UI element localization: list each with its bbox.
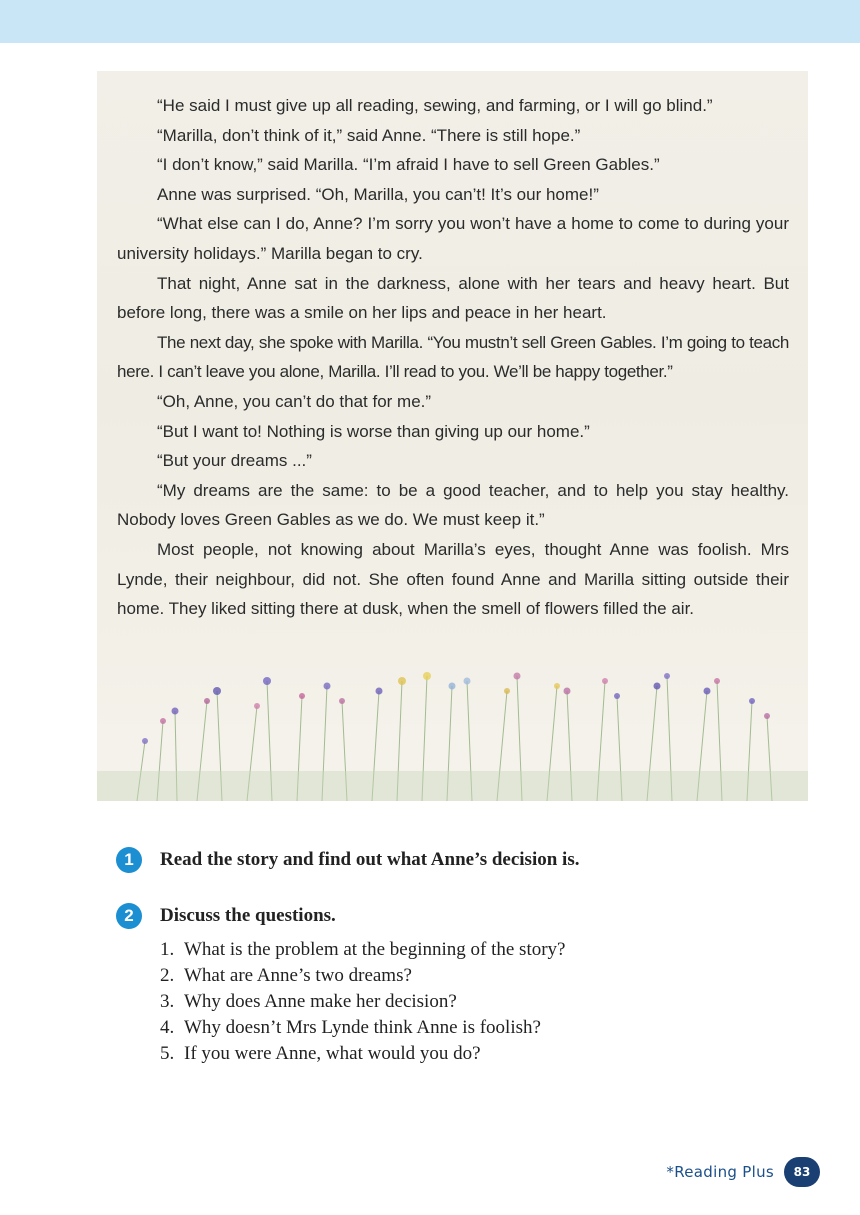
list-item <box>160 963 565 989</box>
question-1 <box>116 847 579 873</box>
list-item-text: If you were Anne, what would you do? <box>184 1043 481 1064</box>
page-footer <box>666 1157 820 1187</box>
discussion-question-list <box>160 937 565 1067</box>
page-number-badge: 83 <box>784 1157 820 1187</box>
story-paragraph: That night, Anne sat in the darkness, alone with her tears and heavy heart. But before long, there was a smile on her lips and peace in her heart. <box>117 273 789 323</box>
story-panel <box>97 71 808 801</box>
story-paragraph: “But your dreams ...” <box>157 451 312 471</box>
story-paragraph: “What else can I do, Anne? I’m sorry you won’t have a home to come to during your university holidays.” Marilla began to cry. <box>117 214 789 263</box>
story-paragraph: “I don’t know,” said Marilla. “I’m afraid I have to sell Green Gables.” <box>157 155 660 175</box>
list-item-number: 4. <box>160 1017 175 1038</box>
story-paragraph: “My dreams are the same: to be a good teacher, and to help you stay healthy. Nobody loves Green Gables as we do. We must keep it.” <box>117 480 789 530</box>
list-item-text: Why does Anne make her decision? <box>184 991 457 1012</box>
list-item-number: 5. <box>160 1043 175 1064</box>
story-paragraph: “Marilla, don’t think of it,” said Anne. “There is still hope.” <box>157 125 581 145</box>
list-item-text: What is the problem at the beginning of the story? <box>184 939 566 960</box>
story-paragraph: “But I want to! Nothing is worse than giving up our home.” <box>157 421 590 441</box>
question-number-badge: 2 <box>116 903 142 929</box>
list-item <box>160 937 565 963</box>
wildflower-illustration <box>97 661 808 801</box>
question-number-badge: 1 <box>116 847 142 873</box>
section-label: *Reading Plus <box>666 1163 774 1181</box>
list-item-number: 1. <box>160 939 175 960</box>
list-item <box>160 1041 565 1067</box>
question-1-text: Read the story and find out what Anne’s decision is. <box>160 849 580 870</box>
story-paragraph: Anne was surprised. “Oh, Marilla, you can’t! It’s our home!” <box>157 184 599 204</box>
story-paragraph: The next day, she spoke with Marilla. “You mustn’t sell Green Gables. I’m going to teach here. I can’t leave you alone, Marilla. I’ll read to you. We’ll be happy together.” <box>117 332 789 382</box>
question-2 <box>116 903 336 929</box>
story-paragraph: Most people, not knowing about Marilla’s eyes, thought Anne was foolish. Mrs Lynde, their neighbour, did not. She often found Anne and Marilla sitting outside their home. They liked sitting there at dusk, when the smell of flowers filled the air. <box>117 539 789 619</box>
list-item-text: What are Anne’s two dreams? <box>184 965 412 986</box>
list-item <box>160 1015 565 1041</box>
list-item-number: 3. <box>160 991 175 1012</box>
story-text <box>117 91 789 624</box>
question-2-text: Discuss the questions. <box>160 905 336 926</box>
list-item-number: 2. <box>160 965 175 986</box>
story-paragraph: “He said I must give up all reading, sewing, and farming, or I will go blind.” <box>157 96 713 115</box>
story-paragraph: “Oh, Anne, you can’t do that for me.” <box>157 391 432 411</box>
header-band <box>0 0 860 43</box>
list-item <box>160 989 565 1015</box>
list-item-text: Why doesn’t Mrs Lynde think Anne is foolish? <box>184 1017 541 1038</box>
